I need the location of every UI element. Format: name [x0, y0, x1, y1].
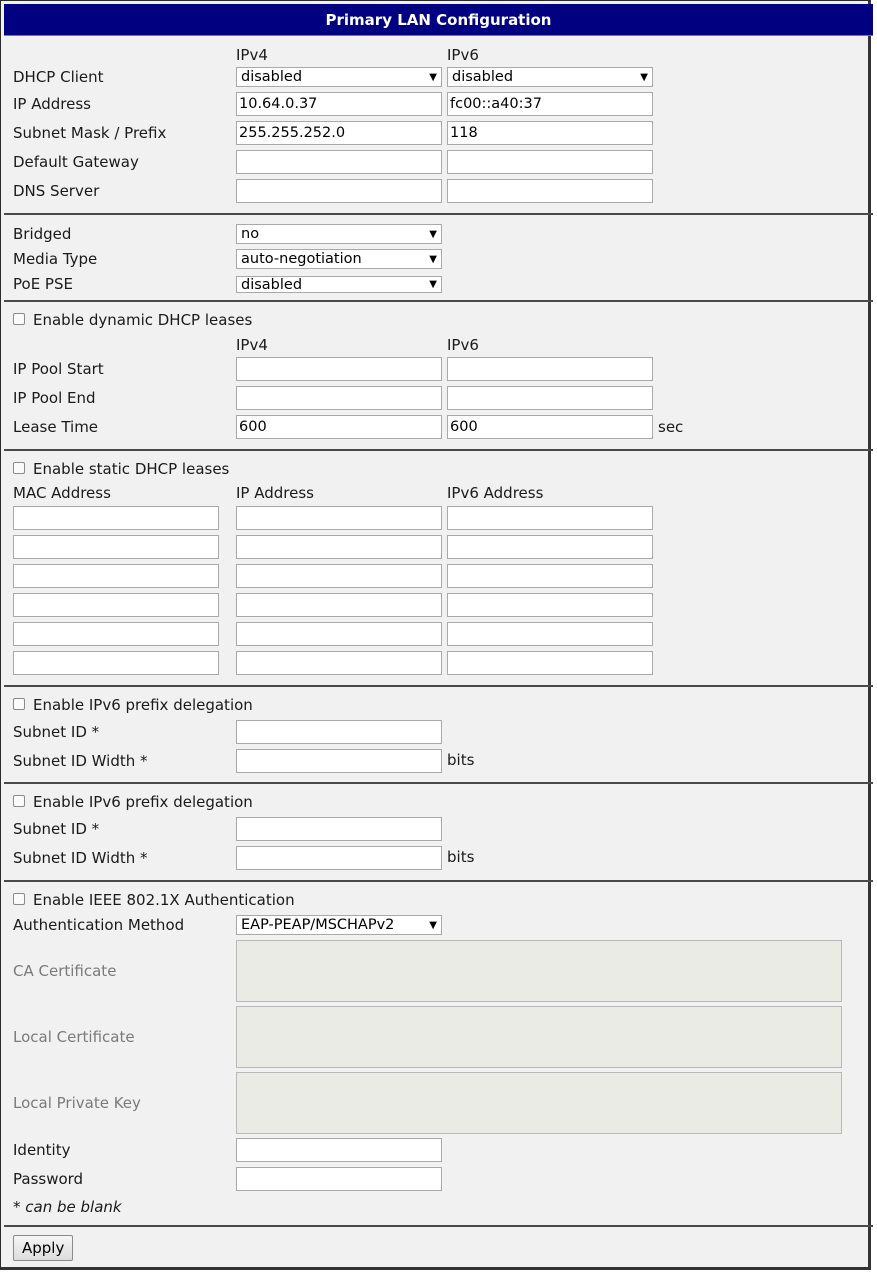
section-divider — [4, 782, 873, 784]
gateway-ipv6-input[interactable] — [447, 150, 653, 174]
dhcp-client-ipv6-value: disabled — [452, 69, 514, 85]
static-lease-ipv6-input[interactable] — [447, 535, 653, 559]
page-title: Primary LAN Configuration — [4, 4, 873, 36]
dhcp-client-ipv4-select[interactable] — [236, 67, 442, 87]
section-divider — [4, 449, 873, 451]
ipv6-address-column-header: IPv6 Address — [447, 484, 544, 502]
static-lease-ipv6-input[interactable] — [447, 593, 653, 617]
local-certificate-label: Local Certificate — [13, 1028, 135, 1046]
section-divider — [4, 880, 873, 882]
default-gateway-label: Default Gateway — [13, 153, 139, 171]
bridged-label: Bridged — [13, 225, 72, 243]
static-lease-mac-input[interactable] — [13, 535, 219, 559]
static-lease-ip-input[interactable] — [236, 506, 442, 530]
section-divider — [4, 300, 873, 302]
ieee8021x-checkbox[interactable] — [13, 893, 25, 905]
poe-pse-value: disabled — [241, 276, 303, 293]
apply-button[interactable]: Apply — [13, 1235, 73, 1261]
static-dhcp-enable-label: Enable static DHCP leases — [33, 460, 230, 478]
lease-time-label: Lease Time — [13, 418, 99, 436]
ipv6-column-header: IPv6 — [447, 336, 479, 354]
section-divider — [4, 213, 873, 215]
static-lease-mac-input[interactable] — [13, 651, 219, 675]
subnet-id-input[interactable] — [236, 720, 442, 744]
ipv4-column-header: IPv4 — [236, 46, 268, 64]
subnet-id-input[interactable] — [236, 817, 442, 841]
dropdown-arrow-icon: ▼ — [429, 253, 437, 265]
dns-server-label: DNS Server — [13, 182, 100, 200]
pool-end-ipv4-input[interactable] — [236, 386, 442, 410]
subnet-mask-ipv4-input[interactable] — [236, 121, 442, 145]
subnet-id-width-label: Subnet ID Width * — [13, 752, 148, 770]
poe-pse-label: PoE PSE — [13, 275, 73, 293]
pool-start-ipv4-input[interactable] — [236, 357, 442, 381]
ip-address-ipv6-input[interactable] — [447, 92, 653, 116]
subnet-id-label: Subnet ID * — [13, 820, 100, 838]
auth-method-label: Authentication Method — [13, 916, 185, 934]
subnet-id-width-unit: bits — [447, 848, 475, 866]
dropdown-arrow-icon: ▼ — [429, 71, 437, 83]
ipv6-column-header: IPv6 — [447, 46, 479, 64]
poe-pse-select[interactable] — [236, 276, 442, 293]
prefix-delegation-enable-label: Enable IPv6 prefix delegation — [33, 696, 253, 714]
mac-address-column-header: MAC Address — [13, 484, 111, 502]
dropdown-arrow-icon: ▼ — [640, 71, 648, 83]
static-lease-ip-input[interactable] — [236, 651, 442, 675]
media-type-label: Media Type — [13, 250, 98, 268]
static-lease-ip-input[interactable] — [236, 564, 442, 588]
dropdown-arrow-icon: ▼ — [429, 919, 437, 931]
static-lease-ipv6-input[interactable] — [447, 564, 653, 588]
static-lease-ipv6-input[interactable] — [447, 622, 653, 646]
subnet-id-label: Subnet ID * — [13, 723, 100, 741]
dropdown-arrow-icon: ▼ — [429, 279, 437, 290]
password-input[interactable] — [236, 1167, 442, 1191]
static-lease-ipv6-input[interactable] — [447, 651, 653, 675]
prefix-delegation-checkbox[interactable] — [13, 795, 25, 807]
subnet-mask-label: Subnet Mask / Prefix — [13, 124, 167, 142]
lease-time-ipv4-input[interactable] — [236, 415, 442, 439]
dynamic-dhcp-checkbox[interactable] — [13, 313, 25, 325]
static-lease-mac-input[interactable] — [13, 622, 219, 646]
footnote: * can be blank — [13, 1198, 122, 1216]
auth-method-select[interactable] — [236, 915, 442, 935]
media-type-value: auto-negotiation — [241, 251, 362, 267]
ca-certificate-label: CA Certificate — [13, 962, 117, 980]
ieee8021x-enable-label: Enable IEEE 802.1X Authentication — [33, 891, 295, 909]
local-certificate-textarea[interactable] — [236, 1006, 842, 1068]
dhcp-client-ipv6-select[interactable] — [447, 67, 653, 87]
dhcp-client-ipv4-value: disabled — [241, 69, 303, 85]
ip-address-label: IP Address — [13, 95, 91, 113]
dhcp-client-label: DHCP Client — [13, 68, 104, 86]
static-lease-ipv6-input[interactable] — [447, 506, 653, 530]
dropdown-arrow-icon: ▼ — [429, 228, 437, 240]
media-type-select[interactable] — [236, 249, 442, 269]
lease-time-unit: sec — [658, 418, 684, 436]
lease-time-ipv6-input[interactable] — [447, 415, 653, 439]
ca-certificate-textarea[interactable] — [236, 940, 842, 1002]
static-dhcp-checkbox[interactable] — [13, 462, 25, 474]
pool-end-ipv6-input[interactable] — [447, 386, 653, 410]
static-lease-ip-input[interactable] — [236, 593, 442, 617]
prefix-delegation-enable-label: Enable IPv6 prefix delegation — [33, 793, 253, 811]
local-private-key-label: Local Private Key — [13, 1094, 141, 1112]
static-lease-ip-input[interactable] — [236, 535, 442, 559]
prefix-delegation-checkbox[interactable] — [13, 698, 25, 710]
ip-pool-start-label: IP Pool Start — [13, 360, 104, 378]
section-divider — [4, 685, 873, 687]
gateway-ipv4-input[interactable] — [236, 150, 442, 174]
subnet-id-width-unit: bits — [447, 751, 475, 769]
password-label: Password — [13, 1170, 84, 1188]
subnet-id-width-label: Subnet ID Width * — [13, 849, 148, 867]
section-divider — [4, 1225, 873, 1227]
dynamic-dhcp-enable-label: Enable dynamic DHCP leases — [33, 311, 253, 329]
static-lease-mac-input[interactable] — [13, 593, 219, 617]
static-lease-ip-input[interactable] — [236, 622, 442, 646]
bridged-value: no — [241, 226, 260, 242]
ip-address-column-header: IP Address — [236, 484, 314, 502]
dns-ipv4-input[interactable] — [236, 179, 442, 203]
prefix-ipv6-input[interactable] — [447, 121, 653, 145]
identity-label: Identity — [13, 1141, 71, 1159]
auth-method-value: EAP-PEAP/MSCHAPv2 — [241, 917, 395, 933]
identity-input[interactable] — [236, 1138, 442, 1162]
pool-start-ipv6-input[interactable] — [447, 357, 653, 381]
local-private-key-textarea[interactable] — [236, 1072, 842, 1134]
subnet-id-width-input[interactable] — [236, 749, 442, 773]
static-lease-mac-input[interactable] — [13, 506, 219, 530]
subnet-id-width-input[interactable] — [236, 846, 442, 870]
bridged-select[interactable] — [236, 224, 442, 244]
static-lease-mac-input[interactable] — [13, 564, 219, 588]
dns-ipv6-input[interactable] — [447, 179, 653, 203]
ip-address-ipv4-input[interactable] — [236, 92, 442, 116]
ipv4-column-header: IPv4 — [236, 336, 268, 354]
ip-pool-end-label: IP Pool End — [13, 389, 96, 407]
